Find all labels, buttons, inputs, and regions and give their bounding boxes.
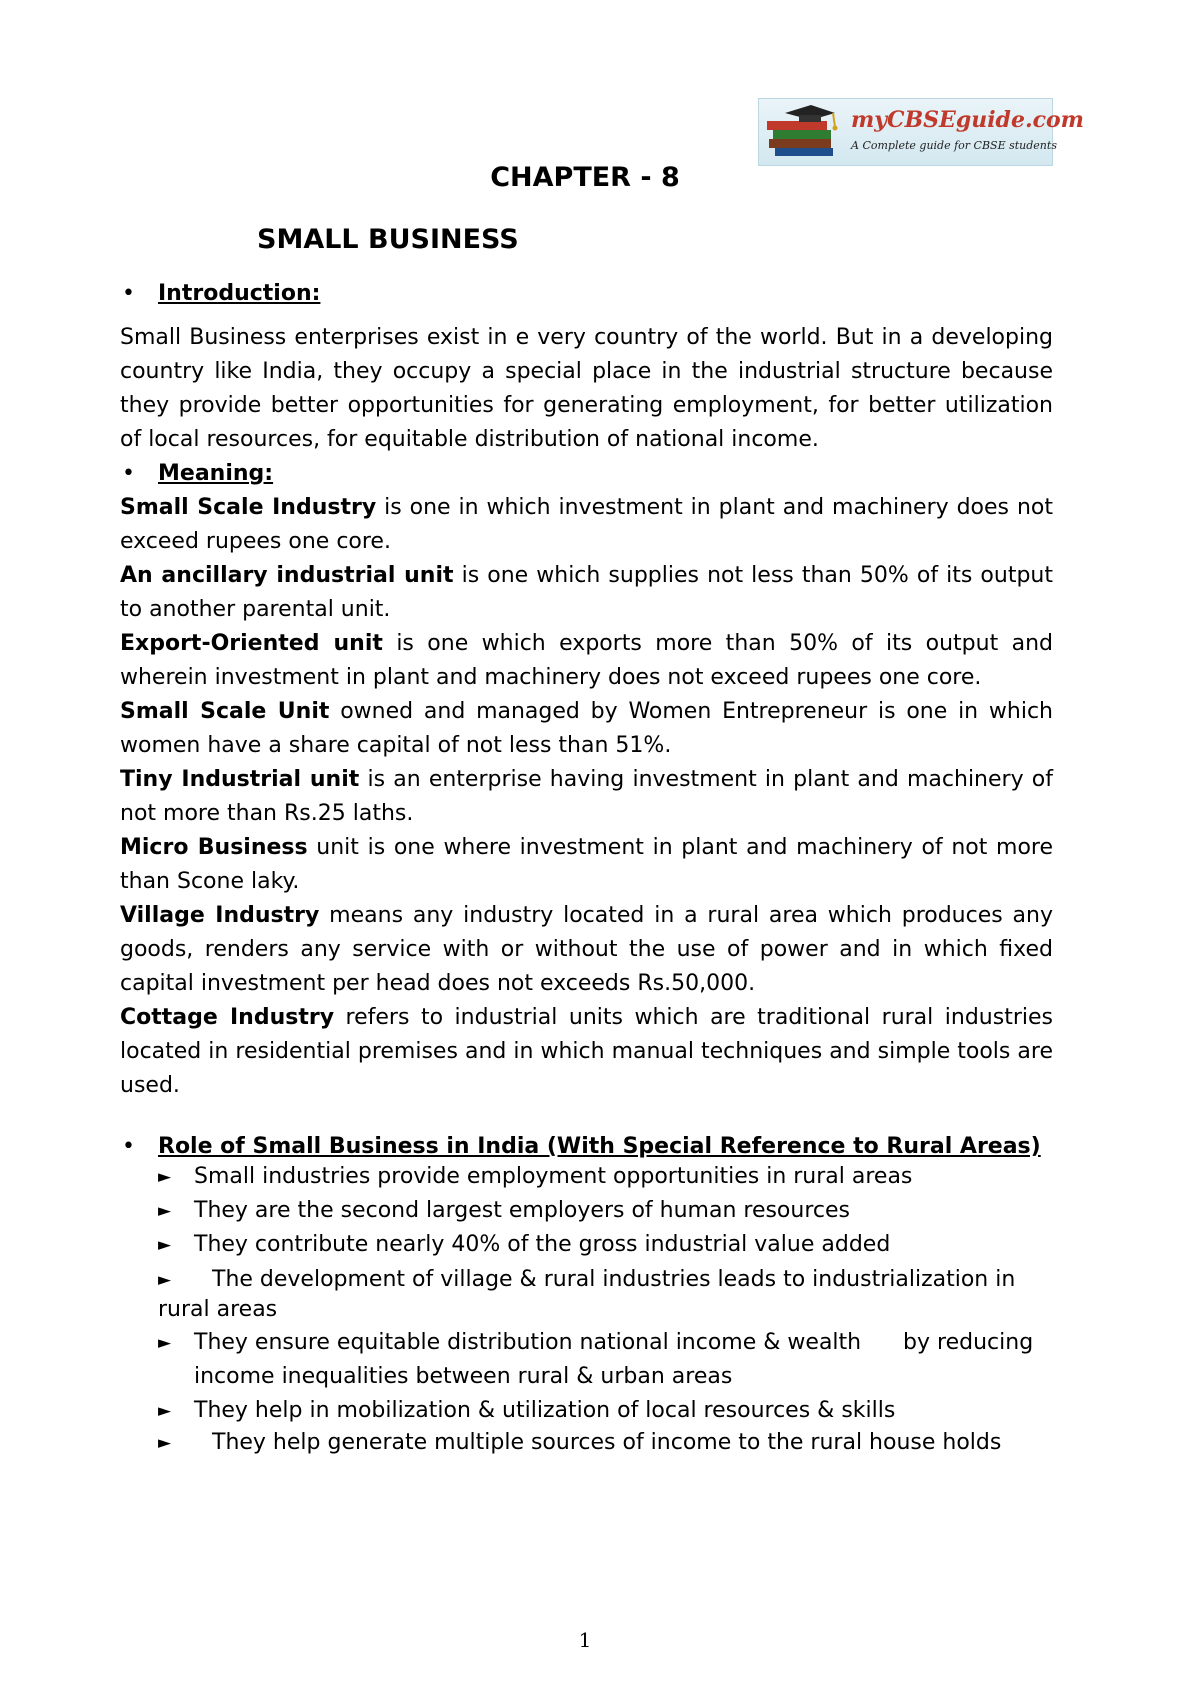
list-item [120, 1228, 1053, 1262]
definition-term: Small Scale Unit [120, 699, 330, 724]
document-body [120, 277, 1053, 1458]
definition-text: is one which supplies not less than 50% of its output to another parental unit. [120, 563, 1053, 622]
introduction-heading: Introduction: [158, 281, 321, 306]
list-item [120, 1194, 1053, 1228]
list-item-text: They contribute nearly 40% of the gross industrial value added [194, 1232, 891, 1257]
list-item [120, 1265, 1053, 1324]
definition-text: owned and managed by Women Entrepreneur is one in which women have a share capital of not less than 51%. [120, 699, 1054, 758]
page-title: SMALL BUSINESS [257, 224, 519, 255]
mycbseguide-logo [758, 98, 1084, 166]
arrow-bullet-icon: ► [158, 1333, 172, 1353]
introduction-bullet [120, 277, 1053, 311]
definition-term: Tiny Industrial unit [120, 767, 360, 792]
list-item [120, 1394, 1053, 1428]
arrow-bullet-icon: ► [158, 1401, 172, 1421]
definition-text: means any industry located in a rural area which produces any goods, renders any service with or without the use of power and in which fixed capital investment per head does not exceeds Rs.50,000. [120, 903, 1053, 996]
list-item-text: Small industries provide employment opportunities in rural areas [194, 1164, 913, 1189]
definition-item [120, 899, 1053, 1001]
meaning-bullet [120, 457, 1053, 491]
introduction-paragraph: Small Business enterprises exist in e very country of the world. But in a developing country like India, they occupy a special place in the industrial structure because they provide better opportunities for generating employment, for better utilization of local resources, for equitable distribution of national income. [120, 325, 1053, 452]
arrow-bullet-icon: ► [158, 1433, 172, 1453]
books-graduation-cap-icon [765, 105, 845, 159]
list-item [120, 1326, 1053, 1394]
list-item-text: They are the second largest employers of human resources [194, 1198, 850, 1223]
definition-text: is one in which investment in plant and machinery does not exceed rupees one core. [120, 495, 1053, 554]
logo-brand-text: myCBSEguide.com [851, 107, 1084, 133]
arrow-bullet-icon: ► [158, 1235, 172, 1255]
definition-text: is one which exports more than 50% of its output and wherein investment in plant and machinery does not exceed rupees one core. [120, 631, 1053, 690]
spacer [120, 311, 1053, 321]
role-heading: Role of Small Business in India (With Special Reference to Rural Areas) [158, 1134, 1041, 1159]
definition-term: Micro Business [120, 835, 308, 860]
definition-item [120, 695, 1053, 763]
definition-term: Small Scale Industry [120, 495, 377, 520]
list-item-text: They help generate multiple sources of income to the rural house holds [212, 1430, 1002, 1455]
list-item-text: The development of village & rural industries leads to industrialization in rural areas [158, 1267, 1016, 1322]
definition-term: An ancillary industrial unit [120, 563, 454, 588]
arrow-bullet-icon: ► [158, 1270, 172, 1290]
meaning-heading: Meaning: [158, 461, 274, 486]
role-bullet [120, 1133, 1053, 1160]
logo-tagline: A Complete guide for CBSE students [851, 139, 1057, 152]
arrow-bullet-icon: ► [158, 1201, 172, 1221]
role-points-list [120, 1160, 1053, 1458]
definition-term: Export-Oriented unit [120, 631, 383, 656]
definition-item [120, 559, 1053, 627]
page-number: 1 [578, 1628, 592, 1652]
definition-text: unit is one where investment in plant and machinery of not more than Scone laky. [120, 835, 1054, 894]
definition-item [120, 627, 1053, 695]
arrow-bullet-icon: ► [158, 1167, 172, 1187]
list-item-text: They ensure equitable distribution national income & wealth by reducing income inequalities between rural & urban areas [194, 1330, 1041, 1389]
definition-term: Village Industry [120, 903, 320, 928]
definition-item [120, 1001, 1053, 1103]
chapter-heading: CHAPTER - 8 [490, 162, 680, 193]
definition-item [120, 491, 1053, 559]
list-item [120, 1428, 1053, 1458]
definition-text: refers to industrial units which are traditional rural industries located in residential premises and in which manual techniques and simple tools are used. [120, 1005, 1053, 1098]
definition-item [120, 831, 1053, 899]
list-item-text: They help in mobilization & utilization of local resources & skills [194, 1398, 896, 1423]
definition-item [120, 763, 1053, 831]
definition-text: is an enterprise having investment in plant and machinery of not more than Rs.25 laths. [120, 767, 1053, 826]
list-item [120, 1160, 1053, 1194]
spacer [120, 1103, 1053, 1133]
definition-term: Cottage Industry [120, 1005, 335, 1030]
